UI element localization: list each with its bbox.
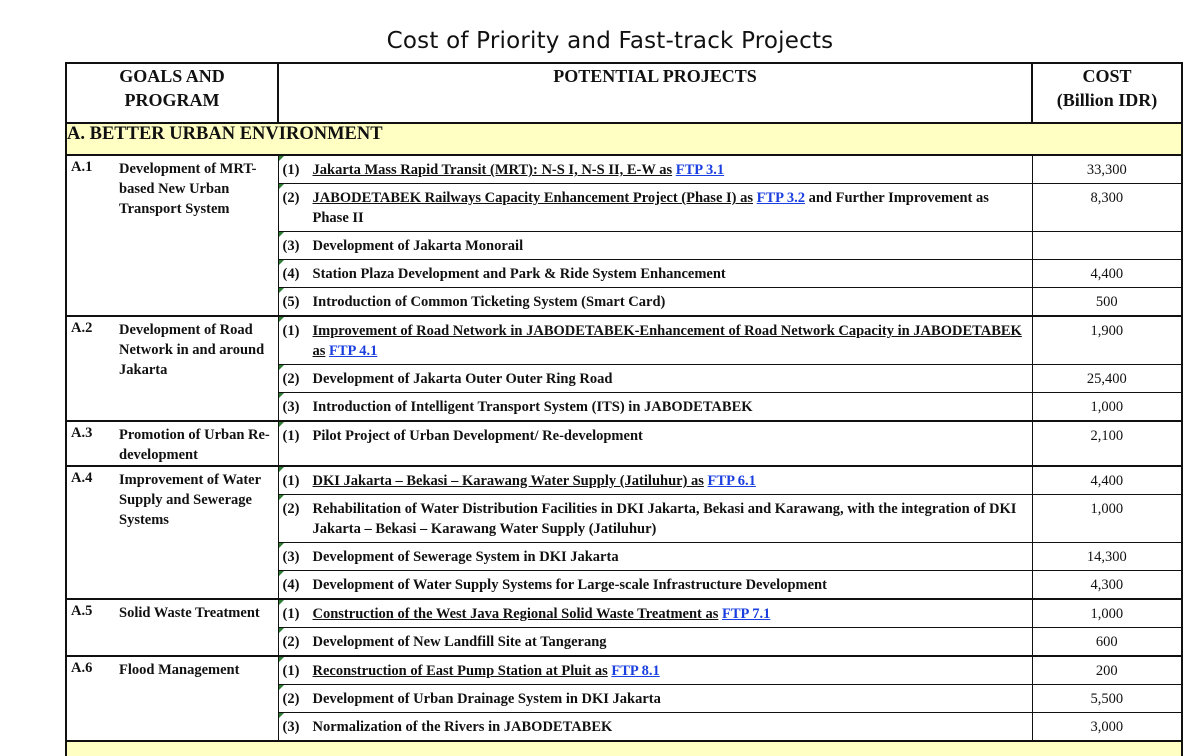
project-number: (2)	[282, 190, 300, 206]
project-number: (4)	[282, 266, 300, 282]
project-title: Development of Jakarta Monorail	[312, 238, 524, 254]
program-cell	[66, 656, 278, 741]
program-name: Flood Management	[119, 662, 240, 678]
project-cost: 33,300	[1032, 155, 1182, 184]
program-cell	[66, 155, 278, 316]
table-row	[66, 155, 1182, 184]
project-cost: 14,300	[1032, 543, 1182, 571]
project-title: Construction of the West Java Regional Solid Waste Treatment as	[312, 606, 719, 622]
next-section-row	[66, 741, 1182, 756]
program-cell	[66, 466, 278, 599]
project-cost: 2,100	[1032, 421, 1182, 466]
projects-table	[65, 62, 1183, 756]
program-code: A.3	[71, 425, 93, 441]
project-number: (2)	[282, 634, 300, 650]
section-row	[66, 123, 1182, 155]
project-cost: 25,400	[1032, 365, 1182, 393]
project-cell	[278, 656, 1032, 685]
program-code: A.4	[71, 470, 93, 486]
project-cell	[278, 495, 1032, 543]
project-title: Development of Sewerage System in DKI Jakarta	[312, 549, 619, 565]
project-number: (2)	[282, 691, 300, 707]
project-cell	[278, 571, 1032, 600]
project-title: Jakarta Mass Rapid Transit (MRT): N-S I, N-S II, E-W as	[312, 162, 673, 178]
program-name: Development of MRT-based New Urban Transport System	[119, 161, 257, 217]
project-cost: 500	[1032, 288, 1182, 317]
project-cost: 1,900	[1032, 316, 1182, 365]
ftp-link[interactable]: FTP 3.1	[675, 162, 725, 178]
project-cost: 4,400	[1032, 260, 1182, 288]
header-cost-line1: COST	[1082, 66, 1132, 86]
project-title: Reconstruction of East Pump Station at Pluit as	[312, 663, 608, 679]
project-cost: 1,000	[1032, 599, 1182, 628]
program-cell	[66, 599, 278, 656]
project-number: (2)	[282, 371, 300, 387]
project-cost: 5,500	[1032, 685, 1182, 713]
project-cell	[278, 316, 1032, 365]
project-cost	[1032, 232, 1182, 260]
table-row	[66, 316, 1182, 365]
project-cell	[278, 260, 1032, 288]
page-title: Cost of Priority and Fast-track Projects	[386, 28, 834, 54]
project-title: Development of Jakarta Outer Outer Ring Road	[312, 371, 613, 387]
project-cell	[278, 393, 1032, 422]
project-number: (2)	[282, 501, 300, 517]
table-header-row	[66, 63, 1182, 123]
project-cost: 4,300	[1032, 571, 1182, 600]
project-cell	[278, 543, 1032, 571]
project-title: Development of Water Supply Systems for Large-scale Infrastructure Development	[312, 577, 827, 593]
project-cost: 4,400	[1032, 466, 1182, 495]
table-row	[66, 656, 1182, 685]
project-title: Pilot Project of Urban Development/ Re-development	[312, 428, 643, 444]
project-cell	[278, 628, 1032, 657]
program-code: A.2	[71, 320, 93, 336]
project-title: DKI Jakarta – Bekasi – Karawang Water Supply (Jatiluhur) as	[312, 473, 704, 489]
project-title: Development of New Landfill Site at Tangerang	[312, 634, 607, 650]
project-cell	[278, 184, 1032, 232]
ftp-link[interactable]: FTP 3.2	[756, 190, 805, 206]
ftp-link[interactable]: FTP 6.1	[707, 473, 756, 489]
table-row	[66, 599, 1182, 628]
project-cell	[278, 365, 1032, 393]
project-title: Introduction of Common Ticketing System (Smart Card)	[312, 294, 666, 310]
project-title: Normalization of the Rivers in JABODETABEK	[312, 719, 613, 735]
project-number: (4)	[282, 577, 300, 593]
project-cell	[278, 421, 1032, 466]
ftp-link[interactable]: FTP 8.1	[611, 663, 660, 679]
project-number: (1)	[282, 663, 300, 679]
project-title: Rehabilitation of Water Distribution Facilities in DKI Jakarta, Bekasi and Karawang, with the integration of DKI Jakarta – Bekasi – Karawang Water Supply (Jatiluhur)	[312, 501, 1017, 537]
section-label: A. BETTER URBAN ENVIRONMENT	[66, 123, 1182, 155]
header-goals-line1: GOALS AND	[119, 66, 225, 86]
project-cost: 600	[1032, 628, 1182, 657]
project-cost: 200	[1032, 656, 1182, 685]
project-cost: 1,000	[1032, 495, 1182, 543]
project-cell	[278, 599, 1032, 628]
program-name: Promotion of Urban Re-development	[119, 427, 270, 463]
program-name: Improvement of Water Supply and Sewerage Systems	[119, 472, 261, 528]
project-number: (5)	[282, 294, 300, 310]
project-number: (1)	[282, 428, 300, 444]
project-cost: 1,000	[1032, 393, 1182, 422]
project-cost: 8,300	[1032, 184, 1182, 232]
project-title: Development of Urban Drainage System in DKI Jakarta	[312, 691, 661, 707]
program-cell	[66, 316, 278, 421]
program-code: A.5	[71, 603, 93, 619]
project-cell	[278, 232, 1032, 260]
project-number: (1)	[282, 473, 300, 489]
project-title: Introduction of Intelligent Transport System (ITS) in JABODETABEK	[312, 399, 753, 415]
project-number: (1)	[282, 323, 300, 339]
header-cost	[1032, 63, 1182, 123]
project-cell	[278, 288, 1032, 317]
project-cell	[278, 685, 1032, 713]
project-number: (3)	[282, 399, 300, 415]
project-cell	[278, 155, 1032, 184]
project-number: (3)	[282, 719, 300, 735]
header-potential-projects: POTENTIAL PROJECTS	[278, 63, 1032, 123]
header-goals-program	[66, 63, 278, 123]
program-cell	[66, 421, 278, 466]
header-goals-line2: PROGRAM	[124, 90, 220, 110]
project-title-continued: and Further Improvement as Phase II	[312, 190, 989, 226]
project-number: (3)	[282, 238, 300, 254]
project-title: JABODETABEK Railways Capacity Enhancement Project (Phase I) as	[312, 190, 753, 206]
project-cell	[278, 713, 1032, 742]
program-name: Development of Road Network in and around Jakarta	[119, 322, 265, 378]
project-number: (1)	[282, 162, 300, 178]
project-number: (3)	[282, 549, 300, 565]
table-row	[66, 421, 1182, 466]
project-title: Station Plaza Development and Park & Ride System Enhancement	[312, 266, 726, 282]
table-row	[66, 466, 1182, 495]
project-cell	[278, 466, 1032, 495]
program-name: Solid Waste Treatment	[119, 605, 260, 621]
project-number: (1)	[282, 606, 300, 622]
project-cost: 3,000	[1032, 713, 1182, 742]
program-code: A.6	[71, 660, 93, 676]
next-section-band	[66, 741, 1182, 756]
header-cost-line2: (Billion IDR)	[1056, 90, 1158, 110]
project-title: Improvement of Road Network in JABODETABEK-Enhancement of Road Network Capacity in JABODETABEK as	[312, 323, 1022, 359]
program-code: A.1	[71, 159, 93, 175]
ftp-link[interactable]: FTP 7.1	[722, 606, 771, 622]
ftp-link[interactable]: FTP 4.1	[329, 343, 378, 359]
